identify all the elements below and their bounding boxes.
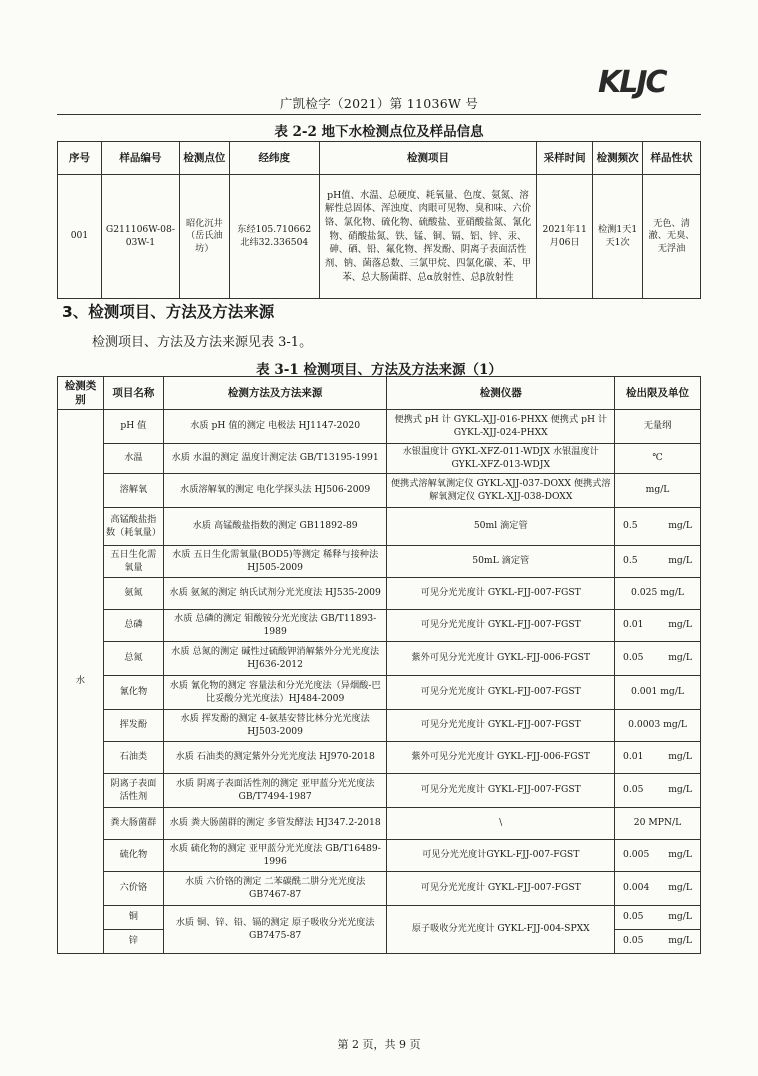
report-number: 广凯检字（2021）第 11036W 号 xyxy=(279,96,479,111)
limit-wrap xyxy=(617,452,698,464)
method-cell: 水质 高锰酸盐指数的测定 GB11892-89 xyxy=(163,508,387,546)
method-cell: 水质 铜、锌、铅、镉的测定 原子吸收分光光度法 GB7475-87 xyxy=(163,906,387,954)
table-row xyxy=(58,546,701,578)
limit-wrap xyxy=(617,619,698,631)
limit-unit: mg/L xyxy=(668,935,692,947)
limit-wrap xyxy=(617,420,698,432)
limit-value: 0.05 xyxy=(623,935,644,947)
limit-value: 0.05 xyxy=(623,911,644,923)
method-cell: 水质 石油类的测定紫外分光光度法 HJ970-2018 xyxy=(163,742,387,774)
table-row xyxy=(58,906,701,930)
limit-value: 0.5 xyxy=(623,555,638,567)
method-cell: 水质 总氮的测定 碱性过硫酸钾消解紫外分光光度法 HJ636-2012 xyxy=(163,642,387,676)
table-row xyxy=(58,410,701,444)
sampling-info-table xyxy=(57,141,701,299)
limit-value: 无量纲 xyxy=(643,420,672,432)
limit-cell xyxy=(615,578,701,610)
instrument-cell: 紫外可见分光光度计 GYKL-FJJ-006-FGST xyxy=(387,642,615,676)
limit-cell xyxy=(615,546,701,578)
limit-cell xyxy=(615,840,701,872)
method-cell: 水质 挥发酚的测定 4-氨基安替比林分光光度法 HJ503-2009 xyxy=(163,710,387,742)
limit-wrap xyxy=(617,911,698,923)
limit-wrap xyxy=(617,520,698,532)
table-row xyxy=(58,872,701,906)
coords-cell: 东经105.710662 北纬32.336504 xyxy=(229,175,319,299)
table-row xyxy=(58,508,701,546)
item-name-cell: 六价铬 xyxy=(103,872,163,906)
section-3-heading: 3、检测项目、方法及方法来源 xyxy=(62,303,275,321)
col-header: 采样时间 xyxy=(537,142,593,175)
limit-cell xyxy=(615,410,701,444)
limit-value: 0.01 xyxy=(623,751,644,763)
limit-cell xyxy=(615,774,701,808)
method-cell: 水质 总磷的测定 钼酸铵分光光度法 GB/T11893-1989 xyxy=(163,610,387,642)
instrument-cell: 便携式 pH 计 GYKL-XJJ-016-PHXX 便携式 pH 计 GYKL-XJJ-024-PHXX xyxy=(387,410,615,444)
limit-wrap xyxy=(617,686,698,698)
table-row xyxy=(58,578,701,610)
table-row xyxy=(58,610,701,642)
col-header: 样品性状 xyxy=(643,142,701,175)
point-cell: 昭化沉井（岳氏油坊） xyxy=(179,175,229,299)
item-name-cell: 五日生化需氧量 xyxy=(103,546,163,578)
col-header: 检出限及单位 xyxy=(615,377,701,410)
limit-wrap xyxy=(617,719,698,731)
freq-cell: 检测1天1天1次 xyxy=(593,175,643,299)
limit-wrap xyxy=(617,652,698,664)
item-name-cell: 总磷 xyxy=(103,610,163,642)
method-cell: 水质 硫化物的测定 亚甲蓝分光光度法 GB/T16489-1996 xyxy=(163,840,387,872)
item-name-cell: 铜 xyxy=(103,906,163,930)
table-header-row xyxy=(58,377,701,410)
category-cell: 水 xyxy=(58,410,104,954)
method-cell: 水质溶解氧的测定 电化学探头法 HJ506-2009 xyxy=(163,474,387,508)
item-name-cell: 溶解氧 xyxy=(103,474,163,508)
limit-wrap xyxy=(617,484,698,496)
table-2-2-caption: 表 2-2 地下水检测点位及样品信息 xyxy=(274,124,484,140)
table-row xyxy=(58,642,701,676)
col-header: 检测项目 xyxy=(319,142,537,175)
limit-value: 0.0003 mg/L xyxy=(628,719,687,731)
limit-wrap xyxy=(617,817,698,829)
limit-unit: mg/L xyxy=(668,784,692,796)
instrument-cell: 便携式溶解氧测定仪 GYKL-XJJ-037-DOXX 便携式溶解氧测定仪 GYKL-XJJ-038-DOXX xyxy=(387,474,615,508)
item-name-cell: 阴离子表面活性剂 xyxy=(103,774,163,808)
limit-cell xyxy=(615,710,701,742)
limit-cell xyxy=(615,508,701,546)
instrument-cell: 可见分光光度计 GYKL-FJJ-007-FGST xyxy=(387,610,615,642)
limit-cell xyxy=(615,742,701,774)
limit-value: 20 MPN/L xyxy=(633,817,682,829)
table-row xyxy=(58,676,701,710)
limit-value: 0.001 mg/L xyxy=(631,686,685,698)
seq-cell: 001 xyxy=(58,175,102,299)
table-row xyxy=(58,710,701,742)
item-name-cell: 粪大肠菌群 xyxy=(103,808,163,840)
table-row xyxy=(58,742,701,774)
table-row xyxy=(58,474,701,508)
instrument-cell: 可见分光光度计 GYKL-FJJ-007-FGST xyxy=(387,774,615,808)
methods-table xyxy=(57,376,701,954)
table-row xyxy=(58,808,701,840)
limit-cell xyxy=(615,872,701,906)
item-name-cell: 石油类 xyxy=(103,742,163,774)
col-header: 检测频次 xyxy=(593,142,643,175)
instrument-cell: 50ml 滴定管 xyxy=(387,508,615,546)
limit-value: ℃ xyxy=(652,452,663,464)
method-cell: 水质 五日生化需氧量(BOD5)等测定 稀释与接种法 HJ505-2009 xyxy=(163,546,387,578)
instrument-cell: \ xyxy=(387,808,615,840)
col-header: 项目名称 xyxy=(103,377,163,410)
method-cell: 水质 阴离子表面活性剂的测定 亚甲蓝分光光度法 GB/T7494-1987 xyxy=(163,774,387,808)
limit-value: 0.025 mg/L xyxy=(631,587,685,599)
item-name-cell: 氨氮 xyxy=(103,578,163,610)
limit-unit: mg/L xyxy=(668,751,692,763)
limit-unit: mg/L xyxy=(668,882,692,894)
limit-cell xyxy=(615,642,701,676)
item-name-cell: 高锰酸盐指数（耗氧量） xyxy=(103,508,163,546)
page-number: 第 2 页，共 9 页 xyxy=(337,1038,421,1051)
item-name-cell: 总氮 xyxy=(103,642,163,676)
instrument-cell: 50mL 滴定管 xyxy=(387,546,615,578)
instrument-cell: 可见分光光度计 GYKL-FJJ-007-FGST xyxy=(387,578,615,610)
table-row xyxy=(58,774,701,808)
limit-unit: mg/L xyxy=(668,652,692,664)
limit-unit: mg/L xyxy=(668,849,692,861)
limit-wrap xyxy=(617,751,698,763)
method-cell: 水质 氰化物的测定 容量法和分光光度法（异烟酸-巴比妥酸分光光度法）HJ484-2009 xyxy=(163,676,387,710)
state-cell: 无色、清澈、无臭、无浮油 xyxy=(643,175,701,299)
limit-cell xyxy=(615,930,701,954)
table-header-row xyxy=(58,142,701,175)
limit-unit: mg/L xyxy=(668,555,692,567)
header-rule xyxy=(57,114,701,115)
method-cell: 水质 六价铬的测定 二苯碳酰二肼分光光度法 GB7467-87 xyxy=(163,872,387,906)
limit-value: 0.5 xyxy=(623,520,638,532)
limit-value: 0.005 xyxy=(623,849,650,861)
instrument-cell: 可见分光光度计 GYKL-FJJ-007-FGST xyxy=(387,710,615,742)
item-name-cell: 硫化物 xyxy=(103,840,163,872)
col-header: 序号 xyxy=(58,142,102,175)
limit-unit: mg/L xyxy=(668,911,692,923)
limit-wrap xyxy=(617,849,698,861)
limit-unit: mg/L xyxy=(668,520,692,532)
table-row xyxy=(58,444,701,474)
limit-wrap xyxy=(617,784,698,796)
items-cell: pH值、水温、总硬度、耗氧量、色度、氨氮、溶解性总固体、浑浊度、肉眼可见物、臭和味、六价铬、氯化物、硫化物、硫酸盐、亚硝酸盐氮、氰化物、硝酸盐氮、铁、锰、铜、镉、铝、锌、汞、砷、硒、铅、氟化物、挥发酚、阴离子表面活性剂、钠、菌落总数、三氯甲烷、四氯化碳、苯、甲苯、总大肠菌群、总α放射性、总β放射性 xyxy=(319,175,537,299)
limit-cell xyxy=(615,444,701,474)
section-3-intro: 检测项目、方法及方法来源见表 3-1。 xyxy=(92,335,313,350)
table-3-1-caption: 表 3-1 检测项目、方法及方法来源（1） xyxy=(256,362,502,378)
instrument-cell: 紫外可见分光光度计 GYKL-FJJ-006-FGST xyxy=(387,742,615,774)
limit-value: 0.01 xyxy=(623,619,644,631)
item-name-cell: 氰化物 xyxy=(103,676,163,710)
instrument-cell: 原子吸收分光光度计 GYKL-FJJ-004-SPXX xyxy=(387,906,615,954)
limit-value: 0.05 xyxy=(623,652,644,664)
col-header: 检测方法及方法来源 xyxy=(163,377,387,410)
item-name-cell: 挥发酚 xyxy=(103,710,163,742)
instrument-cell: 水银温度计 GYKL-XFZ-011-WDJX 水银温度计 GYKL-XFZ-013-WDJX xyxy=(387,444,615,474)
limit-cell xyxy=(615,808,701,840)
limit-cell xyxy=(615,610,701,642)
limit-value: 0.004 xyxy=(623,882,650,894)
method-cell: 水质 粪大肠菌群的测定 多管发酵法 HJ347.2-2018 xyxy=(163,808,387,840)
col-header: 检测点位 xyxy=(179,142,229,175)
time-cell: 2021年11月06日 xyxy=(537,175,593,299)
limit-cell xyxy=(615,474,701,508)
limit-wrap xyxy=(617,555,698,567)
instrument-cell: 可见分光光度计GYKL-FJJ-007-FGST xyxy=(387,840,615,872)
method-cell: 水质 氨氮的测定 纳氏试剂分光光度法 HJ535-2009 xyxy=(163,578,387,610)
svg-text:KLJC: KLJC xyxy=(598,65,666,100)
col-header: 经纬度 xyxy=(229,142,319,175)
col-header: 检测仪器 xyxy=(387,377,615,410)
limit-wrap xyxy=(617,587,698,599)
table-row xyxy=(58,175,701,299)
col-header: 样品编号 xyxy=(101,142,179,175)
limit-wrap xyxy=(617,935,698,947)
item-name-cell: pH 值 xyxy=(103,410,163,444)
limit-value: mg/L xyxy=(645,484,670,496)
limit-unit: mg/L xyxy=(668,619,692,631)
item-name-cell: 锌 xyxy=(103,930,163,954)
instrument-cell: 可见分光光度计 GYKL-FJJ-007-FGST xyxy=(387,872,615,906)
method-cell: 水质 pH 值的测定 电极法 HJ1147-2020 xyxy=(163,410,387,444)
table-row xyxy=(58,840,701,872)
limit-wrap xyxy=(617,882,698,894)
method-cell: 水质 水温的测定 温度计测定法 GB/T13195-1991 xyxy=(163,444,387,474)
item-name-cell: 水温 xyxy=(103,444,163,474)
sample-no-cell: G211106W-08-03W-1 xyxy=(101,175,179,299)
instrument-cell: 可见分光光度计 GYKL-FJJ-007-FGST xyxy=(387,676,615,710)
limit-cell xyxy=(615,676,701,710)
limit-cell xyxy=(615,906,701,930)
col-header: 检测类别 xyxy=(58,377,104,410)
limit-value: 0.05 xyxy=(623,784,644,796)
